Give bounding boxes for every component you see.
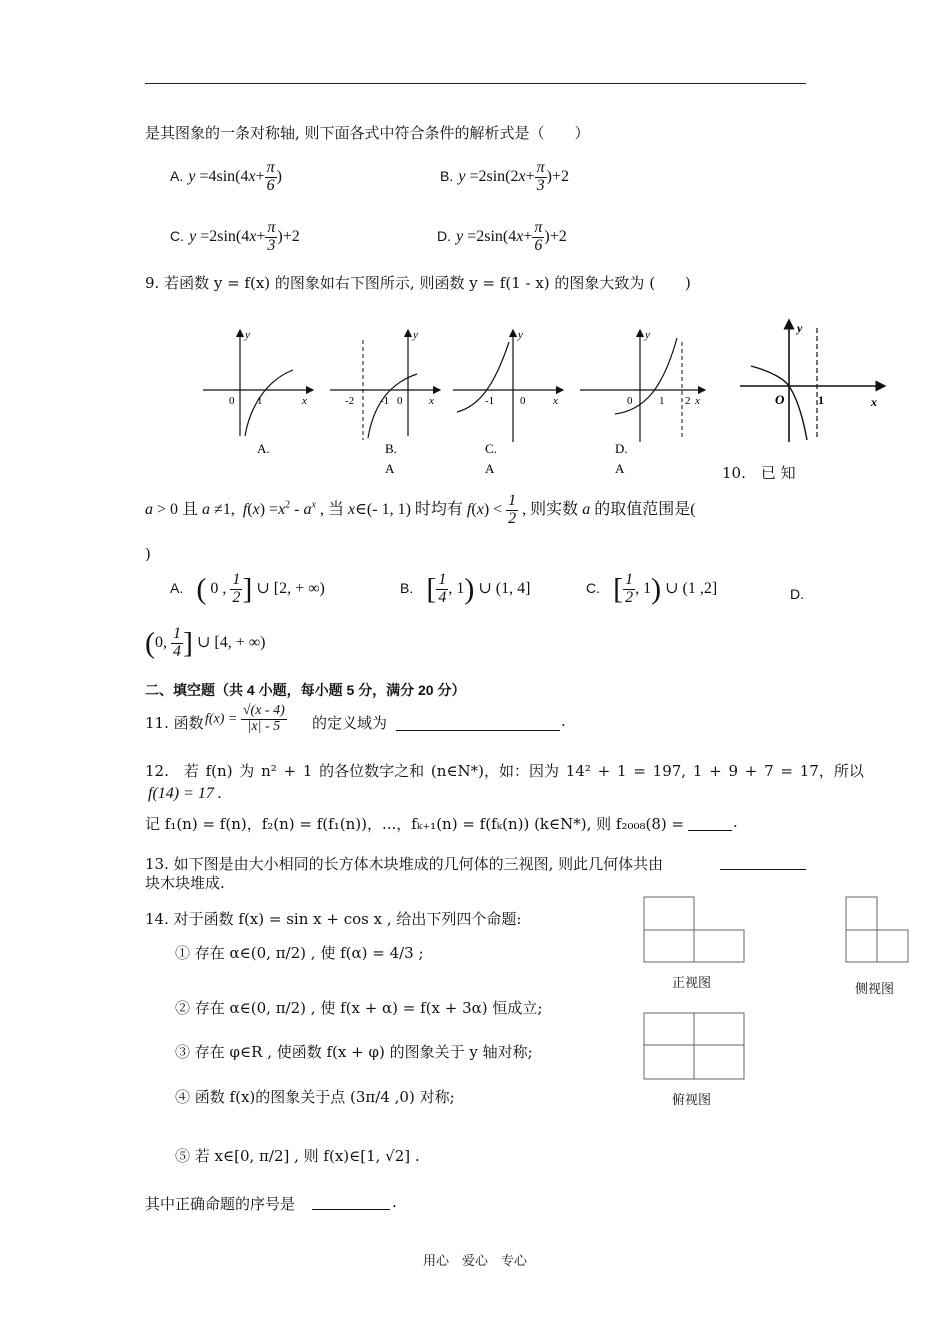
graph-b-label: B. [385, 441, 397, 456]
q11-lead: 11. 函数 [145, 714, 204, 732]
q13-line1: 13. 如下图是由大小相同的长方体木块堆成的几何体的三视图, 则此几何体共由 [145, 855, 664, 873]
q10-stem-render: a > 0 且 a ≠1, $f(x) =x^2 - a^x$ , 当 x∈(- 1, 1) 时均有 f(x) < $\frac{1}{2}$ , 则实数 a 的取值范围是( [145, 492, 696, 527]
graph-c-curve [457, 342, 509, 412]
q9-stem: 9. 若函数 y = f(x) 的图象如右下图所示, 则函数 y = f(1 - x) 的图象大致为 ( ) [145, 274, 691, 292]
graph-c-y: y [518, 329, 523, 341]
q8-option-b-label: B. [440, 167, 454, 184]
q12-line1: 12. 若 f(n) 为 n² + 1 的各位数字之和 (n∈N*)，如：因为 14² + 1 = 197, 1 + 9 + 7 = 17，所以 [145, 762, 864, 780]
graph-ref-origin: O [775, 392, 785, 407]
graph-b-tick-2: 0 [397, 395, 403, 407]
graph-b [330, 329, 440, 456]
q8-option-d [437, 220, 567, 255]
graph-c-tick-1: 0 [520, 395, 526, 407]
q14-answer-lead: 其中正确命题的序号是 [145, 1195, 296, 1213]
q8-option-b [440, 160, 569, 195]
q11-tail: 的定义域为 [312, 714, 388, 732]
graph-d-curve [615, 338, 677, 414]
graph-ref-x: x [871, 395, 877, 409]
q11-denominator: |x| - 5 [247, 718, 281, 734]
q10-option-b-expr: [ $\frac{1}{4}$ , 1) ∪ (1, 4] [426, 571, 531, 606]
graph-c-label: C. [485, 441, 497, 456]
graph-a-y: y [245, 329, 250, 341]
q12-answer-blank[interactable] [688, 816, 732, 831]
q11-fx-label: f(x) = [205, 711, 238, 727]
q11-fraction [241, 704, 287, 734]
q12-line2: f(14) = 17 . [148, 785, 222, 802]
q11-fx [205, 704, 287, 734]
graph-d-tick-0: 0 [627, 395, 633, 407]
graph-a-tick-0: 0 [229, 395, 235, 407]
graph-c-tick-0: -1 [485, 395, 495, 407]
q10-stem-close: ) [145, 545, 151, 563]
q10-option-a-expr: ( 0 , $\frac{1}{2}$ ] ∪ [2, + ∞) [196, 571, 325, 606]
page-footer: 用心 爱心 专心 [423, 1254, 528, 1269]
q10-option-d-label: D. [790, 586, 804, 602]
q14-stem: 14. 对于函数 f(x) = sin x + cos x , 给出下列四个命题: [145, 910, 522, 928]
q14-p3: ③ 存在 φ∈R , 使函数 f(x + φ) 的图象关于 y 轴对称; [175, 1043, 533, 1061]
q8-stem: 是其图象的一条对称轴, 则下面各式中符合条件的解析式是（ ） [145, 124, 590, 142]
graph-b-tick-1: -1 [380, 395, 390, 407]
q14-p5: ⑤ 若 x∈[0, π/2] , 则 f(x)∈[1, √2] . [175, 1147, 420, 1165]
graph-d-y: y [645, 329, 650, 341]
q10-option-c-expr: [ $\frac{1}{2}$ , 1) ∪ (1 ,2] [613, 571, 718, 606]
graph-c-x: x [553, 395, 558, 407]
q8-option-a-label: A. [170, 167, 184, 184]
graph-a-x: x [302, 395, 307, 407]
graph-c-sublabel: A [485, 461, 495, 476]
q8-option-d-expr: y =2sin(4x+ $\frac{\pi}{6}$ )+2 [456, 219, 567, 254]
q11-numerator: √(x - 4) [242, 703, 285, 718]
q14-p2: ② 存在 α∈(0, π/2) , 使 f(x + α) = f(x + 3α) 恒成立; [175, 999, 543, 1017]
graph-d-tick-2: 2 [685, 395, 691, 407]
q10-option-a [170, 572, 325, 607]
q8-option-b-expr: y =2sin(2x+ $\frac{\pi}{3}$ )+2 [458, 159, 569, 194]
graph-b-tick-0: -2 [345, 395, 355, 407]
q10-option-b-label: B. [400, 579, 414, 596]
q8-option-a-expr: y =4sin(4x+ $\frac{\pi}{6}$ ) [188, 159, 282, 194]
q10-option-d-expr: (0, $\frac{1}{4}$ ] ∪ [4, + ∞) [145, 625, 266, 660]
graph-b-x: x [429, 395, 434, 407]
graph-reference [740, 320, 885, 442]
graph-ref-tick-1: 1 [818, 393, 824, 407]
top-view-label: 俯视图 [672, 1092, 712, 1107]
q14-p4: ④ 函数 f(x)的图象关于点 (3π/4 ,0) 对称; [175, 1088, 455, 1106]
graph-ref-y: y [797, 321, 803, 335]
q10-option-c-label: C. [586, 579, 600, 596]
graph-b-curve [368, 374, 417, 438]
graph-b-y: y [413, 329, 418, 341]
q13-line2: 块木块堆成. [145, 874, 225, 892]
q12-line3-end: . [733, 813, 738, 831]
q12-line3: 记 f₁(n) = f(n)，f₂(n) = f(f₁(n))，...，fₖ₊₁(n) = f(fₖ(n)) (k∈N*), 则 f₂₀₀₈(8) = [145, 815, 685, 833]
side-view-label: 侧视图 [855, 981, 895, 996]
header-rule [145, 83, 806, 84]
front-view [644, 897, 744, 962]
graph-a [203, 329, 313, 456]
q10-option-a-label: A. [170, 579, 184, 596]
graph-b-sublabel: A [385, 461, 395, 476]
graph-d-tick-1: 1 [659, 395, 665, 407]
q8-option-d-label: D. [437, 227, 451, 244]
graph-d [580, 329, 705, 456]
q10-intro: 10. 已 知 [722, 464, 796, 482]
q8-option-c-label: C. [170, 227, 184, 244]
q13-three-views [640, 893, 915, 1113]
top-view [644, 1013, 744, 1079]
q13-answer-blank[interactable] [720, 855, 806, 870]
graph-c [453, 329, 563, 456]
front-view-label: 正视图 [672, 975, 712, 990]
q8-option-c [170, 220, 300, 255]
q10-option-b [400, 572, 530, 607]
q8-option-a [170, 160, 282, 195]
q14-answer-end: . [392, 1193, 397, 1211]
q14-p1: ① 存在 α∈(0, π/2) , 使 f(α) = 4/3 ; [175, 944, 424, 962]
q14-answer-blank[interactable] [312, 1195, 390, 1210]
side-view [846, 897, 908, 962]
q8-option-c-expr: y =2sin(4x+ $\frac{\pi}{3}$ )+2 [189, 219, 300, 254]
graph-d-x: x [695, 395, 700, 407]
q11-answer-blank[interactable] [396, 716, 560, 731]
graph-a-tick-1: 1 [257, 395, 263, 407]
graph-a-label: A. [257, 441, 270, 456]
q10-option-c [586, 572, 717, 607]
graph-d-label: D. [615, 441, 628, 456]
graph-a-curve [245, 370, 293, 436]
q11-end: . [561, 712, 566, 730]
graph-d-sublabel: A [615, 461, 625, 476]
section2-title: 二、填空题（共 4 小题，每小题 5 分，满分 20 分） [145, 682, 466, 698]
